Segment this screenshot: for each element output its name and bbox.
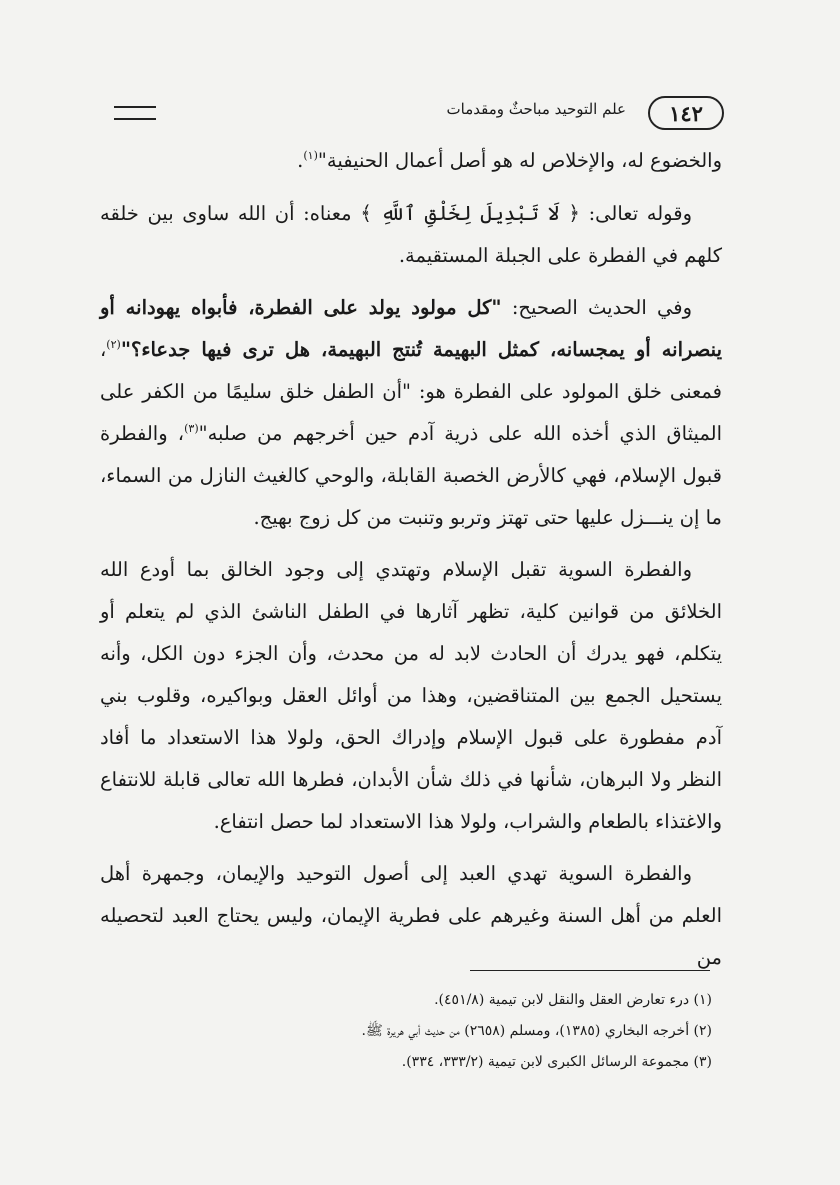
text-run: ، والفطرة قبول الإسلام، فهي كالأرض الخصبة القابلة، والوحي كالغيث النازل من السماء، ما إن ينـــزل عليها حتى تهتز وتربو وتنبت من كل زوج بهيج. <box>100 422 722 529</box>
text-run: وفي الحديث الصحيح: <box>501 296 692 319</box>
text-run: والخضوع له، والإخلاص له هو أصل أعمال الحنيفية" <box>317 149 722 172</box>
hadith-quote: "كل مولود يولد على الفطرة، فأبواه يهودانه أو ينصرانه أو يمجسانه، كمثل البهيمة تُنتج البهيمة، هل ترى فيها جدعاء؟" <box>100 296 722 361</box>
text-run: والفطرة السوية تهدي العبد إلى أصول التوحيد والإيمان، وجمهرة أهل العلم من أهل السنة وغيرهم على فطرية الإيمان، وليس يحتاج العبد لتحصيله من <box>100 862 722 969</box>
paragraph-3 <box>100 287 722 539</box>
footnote-3: (٣) مجموعة الرسائل الكبرى لابن تيمية (٣٣٣/٢، ٣٣٤). <box>401 1054 712 1070</box>
footnote-ref-1: (١) <box>303 149 318 162</box>
paragraph-4 <box>100 549 722 843</box>
running-title: علم التوحيد مباحثٌ ومقدمات <box>446 100 626 118</box>
quran-verse: ﴿ لَا تَبْدِيلَ لِخَلْقِ ٱللَّهِ ﴾ <box>360 201 580 225</box>
text-run: وقوله تعالى: <box>579 202 692 225</box>
footnote-2: (٢) أخرجه البخاري (١٣٨٥)، ومسلم (٢٦٥٨) من حديث أبي هريرة ﷺ. <box>361 1023 712 1039</box>
paragraph-5 <box>100 853 722 979</box>
footnote-1: (١) درء تعارض العقل والنقل لابن تيمية (٤٥١/٨). <box>434 992 712 1008</box>
page-number: ١٤٢ <box>648 96 724 130</box>
text-run: . <box>297 149 304 172</box>
page-header <box>112 92 724 138</box>
footnotes <box>200 985 712 1078</box>
paragraph-2 <box>100 192 722 277</box>
footnote-ref-3: (٣) <box>184 422 199 435</box>
footnote-separator <box>470 970 710 971</box>
paragraph-1 <box>100 140 722 182</box>
header-double-rule <box>114 106 156 120</box>
text-run: معناه: أن الله ساوى بين خلقه كلهم في الفطرة على الجبلة المستقيمة. <box>100 202 722 267</box>
text-run: ، فمعنى خلق المولود على الفطرة هو: "أن الطفل خلق سليمًا من الكفر على الميثاق الذي أخذه الله على ذرية آدم حين أخرجهم من صلبه" <box>100 338 723 445</box>
footnote-ref-2: (٢) <box>106 338 121 351</box>
main-text <box>100 140 722 989</box>
text-run: والفطرة السوية تقبل الإسلام وتهتدي إلى وجود الخالق بما أودع الله الخلائق من قوانين كلية، تظهر آثارها في الطفل الناشئ الذي لم يتعلم أو يتكلم، فهو يدرك أن الحادث لابد له من محدث، وأن الجزء دون الكل، وأنه يستحيل الجمع بين المتناقضين، وهذا من أوائل العقل وبواكيره، وقلوب بني آدم مفطورة على قبول الإسلام وإدراك الحق، ولولا هذا الاستعداد ما أفاد النظر ولا البرهان، شأنها في ذلك شأن الأبدان، فطرها الله تعالى قابلة للانتفاع والاغتذاء بالطعام والشراب، ولولا هذا الاستعداد لما حصل انتفاع. <box>100 558 722 833</box>
